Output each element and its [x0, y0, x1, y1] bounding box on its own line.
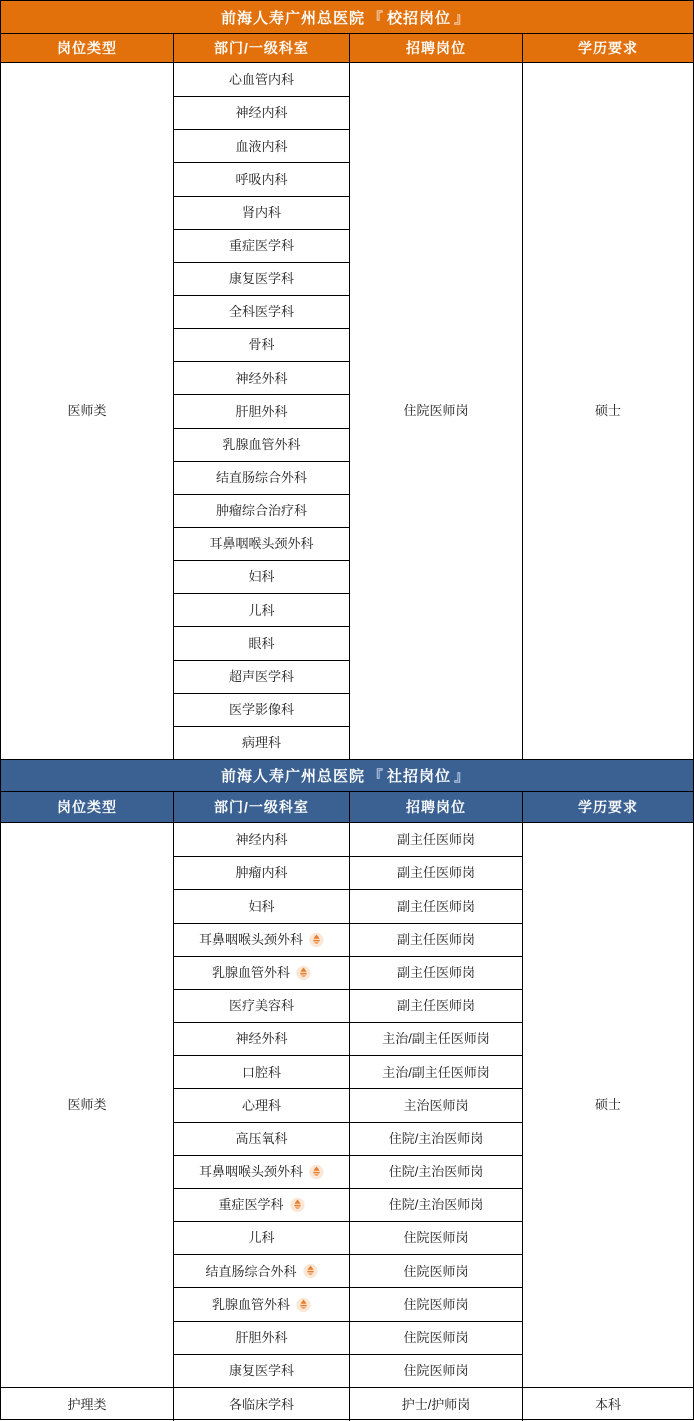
- department-label: 耳鼻咽喉头颈外科: [198, 1164, 303, 1180]
- department-cell: 妇科: [174, 560, 350, 593]
- department-cell: 重症医学科: [174, 229, 350, 262]
- post-cell: 住院医师岗: [350, 1321, 523, 1354]
- department-cell: 超声医学科: [174, 660, 350, 693]
- department-cell: [174, 1254, 350, 1287]
- campus-title-bracket-close: 』: [454, 9, 471, 27]
- post-cell: 副主任医师岗: [350, 989, 523, 1022]
- department-label: 乳腺血管外科: [211, 1296, 290, 1312]
- campus-body: [1, 63, 693, 759]
- hot-icon: [296, 965, 311, 981]
- column-header-education: 学历要求: [578, 39, 638, 56]
- department-cell: [174, 923, 350, 956]
- post-cell: 副主任医师岗: [350, 856, 523, 889]
- column-header-department: 部门/一级科室: [174, 34, 350, 62]
- post-cell: 住院医师岗: [350, 1287, 523, 1320]
- hot-icon: [296, 1297, 311, 1313]
- department-label: 结直肠综合外科: [205, 1263, 297, 1279]
- department-cell: [174, 889, 350, 922]
- post-cell: 住院/主治医师岗: [350, 1188, 523, 1221]
- department-cell: [174, 1088, 350, 1121]
- department-label: 口腔科: [241, 1064, 281, 1080]
- social-section-title-bar: [1, 759, 693, 792]
- post-cell: 主治医师岗: [350, 1088, 523, 1121]
- department-cell: [174, 1055, 350, 1088]
- social-body: [1, 823, 693, 1421]
- department-cell: 眼科: [174, 626, 350, 659]
- department-label: 医疗美容科: [228, 998, 294, 1014]
- post-cell: 住院医师岗: [350, 1254, 523, 1287]
- campus-category-cell: 医师类: [1, 63, 174, 759]
- department-cell: 呼吸内科: [174, 162, 350, 195]
- post-cell: 住院医师岗: [350, 1221, 523, 1254]
- post-cell: 住院医师岗: [350, 1354, 523, 1387]
- column-header-position-type: 岗位类型: [1, 792, 174, 822]
- column-header-recruit-post: 招聘岗位: [350, 34, 523, 62]
- nursing-department-cell: 各临床学科: [174, 1387, 350, 1421]
- department-label: 儿科: [248, 1230, 275, 1246]
- social-title-bracket-close: 』: [454, 768, 471, 785]
- department-cell: [174, 1221, 350, 1254]
- post-cell: 副主任医师岗: [350, 889, 523, 922]
- post-cell: 副主任医师岗: [350, 956, 523, 989]
- department-label: 妇科: [248, 898, 275, 914]
- column-header-education: 学历要求: [578, 798, 638, 815]
- department-label: 肝胆外科: [235, 1329, 288, 1345]
- social-category-cell: 医师类: [1, 823, 174, 1387]
- hot-icon: [290, 1197, 305, 1213]
- social-title-bracket-open: 『: [367, 768, 384, 785]
- campus-title-bracket-open: 『: [367, 9, 384, 27]
- department-cell: 康复医学科: [174, 262, 350, 295]
- department-cell: [174, 1155, 350, 1188]
- department-cell: 肿瘤综合治疗科: [174, 494, 350, 527]
- department-cell: 心血管内科: [174, 63, 350, 96]
- department-cell: [174, 823, 350, 856]
- nursing-education-cell: 本科: [523, 1387, 693, 1421]
- column-header-position-type: 岗位类型: [1, 34, 174, 62]
- department-label: 高压氧科: [235, 1130, 288, 1146]
- department-cell: [174, 956, 350, 989]
- nursing-category-cell: 护理类: [1, 1387, 174, 1421]
- department-cell: 骨科: [174, 328, 350, 361]
- department-cell: 神经外科: [174, 361, 350, 394]
- department-cell: [174, 1122, 350, 1155]
- department-cell: 耳鼻咽喉头颈外科: [174, 527, 350, 560]
- campus-education-cell: 硕士: [594, 403, 621, 419]
- department-cell: 结直肠综合外科: [174, 461, 350, 494]
- department-label: 康复医学科: [228, 1363, 294, 1379]
- department-cell: 肾内科: [174, 196, 350, 229]
- department-cell: 神经内科: [174, 96, 350, 129]
- campus-title-name: 校招岗位: [387, 9, 452, 27]
- department-cell: 儿科: [174, 593, 350, 626]
- social-education-cell: 硕士: [594, 1097, 621, 1113]
- hot-icon: [303, 1263, 318, 1279]
- hot-icon: [309, 1164, 324, 1180]
- department-cell: [174, 1188, 350, 1221]
- department-label: 重症医学科: [218, 1197, 284, 1213]
- department-label: 耳鼻咽喉头颈外科: [198, 931, 303, 947]
- department-label: 神经内科: [235, 831, 288, 847]
- department-cell: [174, 1022, 350, 1055]
- department-label: 肿瘤内科: [235, 865, 288, 881]
- campus-title-prefix: 前海人寿广州总医院: [220, 9, 365, 27]
- nursing-post-cell: 护士/护师岗: [350, 1387, 523, 1421]
- campus-column-header-row: [1, 34, 693, 63]
- post-cell: 副主任医师岗: [350, 823, 523, 856]
- campus-section-title-bar: [1, 1, 693, 34]
- campus-post-cell: 住院医师岗: [350, 63, 523, 759]
- post-cell: 住院/主治医师岗: [350, 1155, 523, 1188]
- department-cell: 全科医学科: [174, 295, 350, 328]
- post-cell: 副主任医师岗: [350, 923, 523, 956]
- department-label: 乳腺血管外科: [211, 964, 290, 980]
- social-column-header-row: [1, 792, 693, 823]
- department-label: 心理科: [241, 1097, 281, 1113]
- department-cell: [174, 856, 350, 889]
- department-cell: [174, 1321, 350, 1354]
- department-cell: 病理科: [174, 726, 350, 759]
- post-cell: 主治/副主任医师岗: [350, 1055, 523, 1088]
- department-cell: [174, 989, 350, 1022]
- social-title-prefix: 前海人寿广州总医院: [220, 768, 365, 785]
- department-cell: 乳腺血管外科: [174, 428, 350, 461]
- department-cell: 肝胆外科: [174, 394, 350, 427]
- department-cell: [174, 1287, 350, 1320]
- post-cell: 住院/主治医师岗: [350, 1122, 523, 1155]
- department-cell: 医学影像科: [174, 693, 350, 726]
- department-cell: [174, 1354, 350, 1387]
- post-cell: 主治/副主任医师岗: [350, 1022, 523, 1055]
- social-title-name: 社招岗位: [387, 768, 452, 785]
- column-header-department: 部门/一级科室: [174, 792, 350, 822]
- column-header-recruit-post: 招聘岗位: [350, 792, 523, 822]
- hot-icon: [309, 932, 324, 948]
- department-cell: 血液内科: [174, 129, 350, 162]
- department-label: 神经外科: [235, 1031, 288, 1047]
